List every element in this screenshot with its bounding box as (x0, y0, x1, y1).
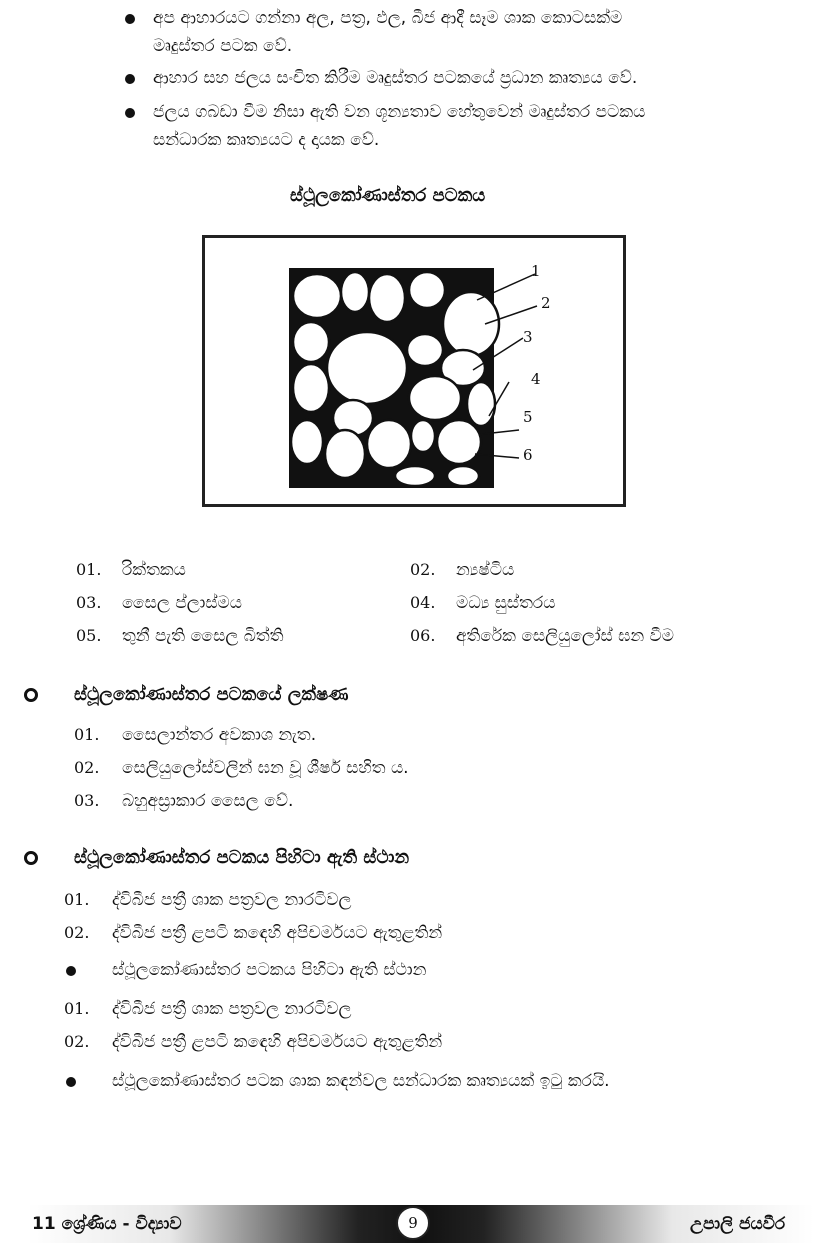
legend-num: 05. (76, 626, 102, 645)
location-text: ද්විබීජ පත්‍රී ළපටි කඳෙහි අපිචර්මයට ඇතුළතින් (112, 1032, 443, 1052)
intro-bullet-3-line2: සන්ධාරක කෘත්‍යයට ද දායක වේ. (153, 130, 380, 150)
location-num: 02. (64, 923, 90, 942)
characteristic-text: බහුඅස්‍රාකාර සෛල වේ. (122, 791, 294, 811)
characteristics-title: ස්ථූලකෝණාස්තර පටකයේ ලක්ෂණ (74, 684, 349, 705)
bullet-dot (125, 14, 135, 24)
label-6: 6 (523, 446, 533, 464)
label-4: 4 (531, 370, 541, 388)
bullet-dot (66, 966, 76, 976)
legend-text: මධ්‍ය සුස්තරය (456, 593, 556, 613)
locations-title: ස්ථූලකෝණාස්තර පටකය පිහිටා ඇති ස්ථාන (74, 847, 410, 868)
legend-text: අතිරේක සෙලියුලෝස් ඝන වීම (456, 626, 674, 646)
section-title: ස්ථූලකෝණාස්තර පටකය (290, 185, 486, 206)
characteristic-num: 02. (74, 758, 100, 777)
legend-num: 06. (410, 626, 436, 645)
bullet-dot (125, 74, 135, 84)
footer-author: උපාලි ජයවීර (690, 1214, 786, 1234)
location-text: ද්විබීජ පත්‍රී ශාක පත්‍රවල නාරටිවල (112, 999, 352, 1019)
characteristic-num: 03. (74, 791, 100, 810)
legend-text: රික්තකය (122, 560, 186, 580)
legend-num: 01. (76, 560, 102, 579)
location-num: 01. (64, 999, 90, 1018)
bullet-dot (66, 1077, 76, 1087)
location-num: 02. (64, 1032, 90, 1051)
cell-illustration (205, 238, 623, 504)
intro-bullet-3-line1: ජලය ගබඩා වීම නිසා ඇති වන ශූන්‍යතාව හේතුවෙන් මෘදුස්තර පටකය (153, 102, 646, 122)
legend-num: 03. (76, 593, 102, 612)
legend-text: තුනී පැති සෛල බිත්ති (122, 626, 284, 646)
collenchyma-diagram (202, 235, 626, 507)
intro-bullet-1-line1: අප ආහාරයට ගන්නා අල, පත්‍ර, ඵල, බීජ ආදී සෑම ශාක කොටසක්ම (153, 8, 623, 28)
label-1: 1 (531, 262, 541, 280)
legend-num: 04. (410, 593, 436, 612)
page-number: 9 (396, 1206, 430, 1240)
location-num: 01. (64, 890, 90, 909)
intro-bullet-1-line2: මෘදුස්තර පටක වේ. (153, 36, 293, 56)
label-3: 3 (523, 328, 533, 346)
legend-text: න්‍යෂ්ටිය (456, 560, 515, 580)
characteristic-text: සෙලියුලෝස්වලින් ඝන වූ ශීර්ෂ සහිත ය. (122, 758, 409, 778)
legend-num: 02. (410, 560, 436, 579)
ring-bullet-icon (24, 688, 38, 702)
location-text: ද්විබීජ පත්‍රී ළපටි කඳෙහි අපිචර්මයට ඇතුළතින් (112, 923, 443, 943)
label-2: 2 (541, 294, 551, 312)
bullet-dot (125, 108, 135, 118)
footer-left-title: 11 ශ්‍රේණිය - විද්‍යාව (32, 1214, 182, 1234)
location-last-bullet-text: ස්ථූලකෝණාස්තර පටක ශාක කඳන්වල සන්ධාරක කෘත්‍යයක් ඉටු කරයි. (112, 1071, 610, 1091)
location-bullet-text: ස්ථූලකෝණාස්තර පටකය පිහිටා ඇති ස්ථාන (112, 960, 427, 980)
characteristic-num: 01. (74, 725, 100, 744)
intro-bullet-2-line1: ආහාර සහ ජලය සංචිත කිරීම මෘදුස්තර පටකයේ ප්‍රධාන කෘත්‍යය වේ. (153, 68, 638, 88)
label-5: 5 (523, 408, 533, 426)
characteristic-text: සෛලාන්තර අවකාශ නැත. (122, 725, 317, 745)
ring-bullet-icon (24, 851, 38, 865)
location-text: ද්විබීජ පත්‍රී ශාක පත්‍රවල නාරටිවල (112, 890, 352, 910)
legend-text: සෛල ප්ලාස්මය (122, 593, 243, 613)
